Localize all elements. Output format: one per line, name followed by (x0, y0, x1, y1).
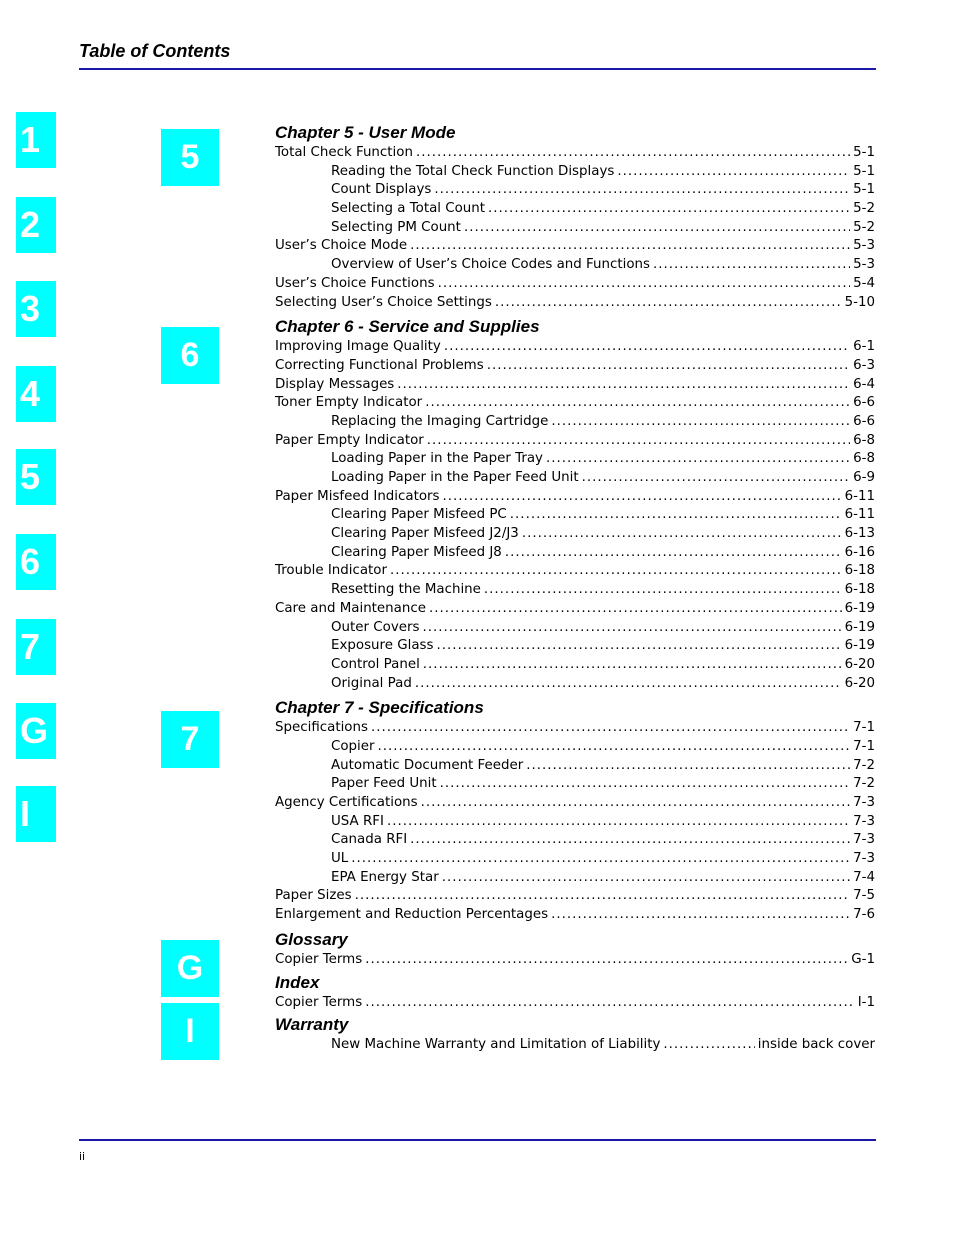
entry-title: Paper Sizes (275, 888, 352, 904)
toc-section (275, 122, 875, 312)
entry-page: 6-19 (844, 619, 875, 635)
dot-leader (440, 775, 850, 794)
toc-entry[interactable] (275, 738, 875, 757)
toc-entry[interactable] (275, 581, 875, 600)
section-title[interactable]: Glossary (275, 929, 348, 949)
toc-entry[interactable] (275, 831, 875, 850)
dot-leader (510, 506, 842, 525)
section-title[interactable]: Index (275, 972, 320, 992)
entry-page: 7-3 (853, 832, 875, 848)
dot-leader (355, 887, 850, 906)
toc-entry[interactable] (275, 144, 875, 163)
toc-entry[interactable] (275, 394, 875, 413)
entry-page: 6-8 (853, 432, 875, 448)
dot-leader (484, 581, 842, 600)
entry-page: 7-3 (853, 851, 875, 867)
dot-leader (429, 600, 842, 619)
table-of-contents (275, 118, 875, 1055)
side-tab-1[interactable]: 1 (16, 112, 56, 168)
dot-leader (653, 256, 850, 275)
dot-leader (425, 394, 850, 413)
entry-page: 5-3 (853, 257, 875, 273)
toc-entry[interactable] (275, 906, 875, 925)
entry-title: New Machine Warranty and Limitation of Liability (331, 1037, 661, 1053)
entry-title: Clearing Paper Misfeed J8 (331, 544, 502, 560)
dot-leader (464, 219, 850, 238)
entry-page: inside back cover (757, 1037, 875, 1053)
dot-leader (442, 869, 850, 888)
entry-page: 5-2 (853, 201, 875, 217)
dot-leader (365, 951, 848, 970)
entry-title: Agency Certifications (275, 795, 418, 810)
entry-page: 6-16 (844, 544, 875, 560)
toc-section (275, 1014, 875, 1055)
dot-leader (522, 525, 842, 544)
entry-page: 5-4 (853, 275, 875, 291)
toc-entry[interactable] (275, 488, 875, 507)
dot-leader (397, 376, 850, 395)
toc-entry[interactable] (275, 413, 875, 432)
entry-page: 6-13 (844, 526, 875, 542)
toc-entry[interactable] (275, 506, 875, 525)
entry-page: 6-4 (853, 376, 875, 392)
chapter-block-6[interactable]: 6 (161, 327, 219, 384)
entry-title: Care and Maintenance (275, 600, 426, 616)
entry-title: EPA Energy Star (331, 869, 439, 885)
entry-page: 6-19 (844, 638, 875, 654)
entry-page: 7-6 (853, 907, 875, 923)
dot-leader (437, 637, 842, 656)
entry-title: Canada RFI (331, 832, 408, 848)
dot-leader (434, 181, 850, 200)
entry-page: 5-1 (853, 145, 875, 160)
entry-title: Selecting PM Count (331, 219, 461, 235)
entry-title: Selecting a Total Count (331, 201, 486, 217)
side-tab-3[interactable]: 3 (16, 281, 56, 337)
dot-leader (546, 450, 850, 469)
toc-entry[interactable] (275, 775, 875, 794)
dot-leader (427, 432, 850, 451)
dot-leader (526, 757, 850, 776)
entry-page: 6-11 (844, 507, 875, 523)
chapter-block-g[interactable]: G (161, 940, 219, 997)
toc-entry[interactable] (275, 637, 875, 656)
entry-title: Toner Empty Indicator (275, 395, 423, 411)
dot-leader (487, 357, 850, 376)
entry-page: 6-9 (853, 470, 875, 485)
entry-title: Copier (331, 738, 375, 754)
entry-page: 5-1 (853, 182, 875, 198)
toc-entry[interactable] (275, 450, 875, 469)
dot-leader (421, 794, 851, 813)
dot-leader (365, 994, 854, 1013)
entry-title: User’s Choice Mode (275, 238, 408, 254)
side-tab-7[interactable]: 7 (16, 619, 56, 675)
entry-title: Clearing Paper Misfeed J2/J3 (331, 526, 519, 542)
entry-title: Display Messages (275, 376, 395, 392)
toc-entry[interactable] (275, 619, 875, 638)
dot-leader (444, 338, 850, 357)
entry-title: Correcting Functional Problems (275, 357, 484, 373)
dot-leader (371, 719, 850, 738)
dot-leader (495, 294, 842, 313)
section-title[interactable]: Chapter 6 - Service and Supplies (275, 317, 540, 337)
side-tab-g[interactable]: G (16, 703, 56, 759)
entry-title: Paper Empty Indicator (275, 432, 424, 448)
side-tab-5[interactable]: 5 (16, 449, 56, 505)
section-title[interactable]: Warranty (275, 1015, 349, 1035)
dot-leader (438, 275, 851, 294)
entry-title: Original Pad (331, 675, 412, 691)
toc-entry[interactable] (275, 219, 875, 238)
entry-page: 7-5 (853, 888, 875, 904)
entry-page: 6-20 (844, 675, 875, 691)
side-tab-2[interactable]: 2 (16, 197, 56, 253)
dot-leader (390, 562, 842, 581)
entry-title: Trouble Indicator (275, 563, 387, 579)
entry-title: Copier Terms (275, 951, 363, 967)
toc-entry[interactable] (275, 294, 875, 313)
toc-entry[interactable] (275, 525, 875, 544)
toc-entry[interactable] (275, 850, 875, 869)
toc-entry[interactable] (275, 757, 875, 776)
entry-page: 5-2 (853, 219, 875, 235)
section-title[interactable]: Chapter 7 - Specifications (275, 698, 484, 718)
page-number: ii (79, 1150, 86, 1163)
toc-entry[interactable] (275, 719, 875, 738)
entry-title: Count Displays (331, 182, 432, 198)
side-tab-6[interactable]: 6 (16, 534, 56, 590)
entry-page: 7-3 (853, 813, 875, 829)
toc-section (275, 929, 875, 970)
side-tab-4[interactable]: 4 (16, 366, 56, 422)
entry-title: Exposure Glass (331, 638, 434, 654)
dot-leader (551, 906, 850, 925)
entry-title: Outer Covers (331, 619, 420, 635)
entry-title: USA RFI (331, 813, 384, 829)
entry-title: Improving Image Quality (275, 339, 441, 355)
entry-page: 6-6 (853, 395, 875, 411)
entry-page: 6-18 (844, 563, 875, 579)
entry-title: Total Check Function (275, 145, 413, 160)
entry-page: 7-2 (853, 757, 875, 773)
entry-title: Overview of User’s Choice Codes and Functions (331, 257, 650, 273)
toc-entry[interactable] (275, 544, 875, 563)
dot-leader (488, 200, 850, 219)
toc-entry[interactable] (275, 181, 875, 200)
entry-title: Copier Terms (275, 994, 363, 1010)
toc-section (275, 697, 875, 925)
dot-leader (663, 1036, 754, 1055)
entry-page: 5-10 (844, 294, 875, 310)
entry-title: Paper Feed Unit (331, 776, 437, 792)
dot-leader (351, 850, 850, 869)
entry-page: 6-1 (853, 339, 875, 355)
toc-entry[interactable] (275, 951, 875, 970)
dot-leader (443, 488, 842, 507)
entry-title: Loading Paper in the Paper Tray (331, 451, 543, 467)
entry-title: Loading Paper in the Paper Feed Unit (331, 470, 579, 485)
toc-entry[interactable] (275, 675, 875, 694)
entry-page: G-1 (851, 951, 875, 967)
entry-page: 7-2 (853, 776, 875, 792)
chapter-block-i[interactable]: I (161, 1003, 219, 1060)
dot-leader (387, 813, 850, 832)
dot-leader (410, 237, 850, 256)
toc-entry[interactable] (275, 794, 875, 813)
toc-entry[interactable] (275, 376, 875, 395)
entry-title: Paper Misfeed Indicators (275, 488, 440, 504)
page-header-title: Table of Contents (79, 41, 231, 61)
entry-title: Specifications (275, 720, 368, 736)
dot-leader (505, 544, 842, 563)
dot-leader (551, 413, 850, 432)
toc-entry[interactable] (275, 656, 875, 675)
toc-entry[interactable] (275, 357, 875, 376)
toc-entry[interactable] (275, 887, 875, 906)
toc-entry[interactable] (275, 869, 875, 888)
dot-leader (416, 144, 850, 163)
toc-entry[interactable] (275, 237, 875, 256)
toc-entry[interactable] (275, 994, 875, 1013)
entry-page: 6-6 (853, 413, 875, 429)
entry-page: 6-20 (844, 656, 875, 672)
dot-leader (415, 675, 842, 694)
side-tab-i[interactable]: I (16, 786, 56, 842)
entry-page: 7-1 (853, 720, 875, 736)
section-title[interactable]: Chapter 5 - User Mode (275, 123, 456, 142)
dot-leader (582, 469, 851, 488)
footer-rule (79, 1139, 876, 1141)
toc-entry[interactable] (275, 562, 875, 581)
entry-title: Clearing Paper Misfeed PC (331, 507, 507, 523)
entry-title: Enlargement and Reduction Percentages (275, 907, 549, 923)
entry-page: 5-3 (853, 238, 875, 254)
toc-entry[interactable] (275, 432, 875, 451)
toc-entry[interactable] (275, 469, 875, 488)
entry-title: User’s Choice Functions (275, 275, 435, 291)
entry-title: Resetting the Machine (331, 582, 481, 598)
entry-page: 6-11 (844, 488, 875, 504)
toc-entry[interactable] (275, 813, 875, 832)
dot-leader (378, 738, 851, 757)
entry-page: 6-19 (844, 600, 875, 616)
entry-page: 7-1 (853, 738, 875, 754)
dot-leader (617, 163, 850, 182)
entry-page: 6-18 (844, 582, 875, 598)
entry-page: 7-3 (853, 795, 875, 810)
toc-entry[interactable] (275, 338, 875, 357)
entry-page: I-1 (857, 994, 875, 1010)
entry-title: Automatic Document Feeder (331, 757, 524, 773)
chapter-block-5[interactable]: 5 (161, 129, 219, 186)
toc-entry[interactable] (275, 1036, 875, 1055)
toc-entry[interactable] (275, 275, 875, 294)
toc-section (275, 316, 875, 693)
dot-leader (410, 831, 850, 850)
entry-page: 7-4 (853, 869, 875, 885)
toc-entry[interactable] (275, 200, 875, 219)
entry-title: Selecting User’s Choice Settings (275, 294, 492, 310)
dot-leader (422, 619, 841, 638)
entry-title: Reading the Total Check Function Displays (331, 163, 615, 179)
entry-title: Replacing the Imaging Cartridge (331, 413, 549, 429)
dot-leader (423, 656, 842, 675)
entry-page: 5-1 (853, 163, 875, 179)
entry-page: 6-8 (853, 451, 875, 467)
entry-title: Control Panel (331, 656, 420, 672)
toc-entry[interactable] (275, 163, 875, 182)
toc-section (275, 972, 875, 1013)
header-rule (79, 68, 876, 70)
toc-entry[interactable] (275, 256, 875, 275)
chapter-block-7[interactable]: 7 (161, 711, 219, 768)
entry-page: 6-3 (853, 357, 875, 373)
toc-entry[interactable] (275, 600, 875, 619)
entry-title: UL (331, 851, 349, 867)
